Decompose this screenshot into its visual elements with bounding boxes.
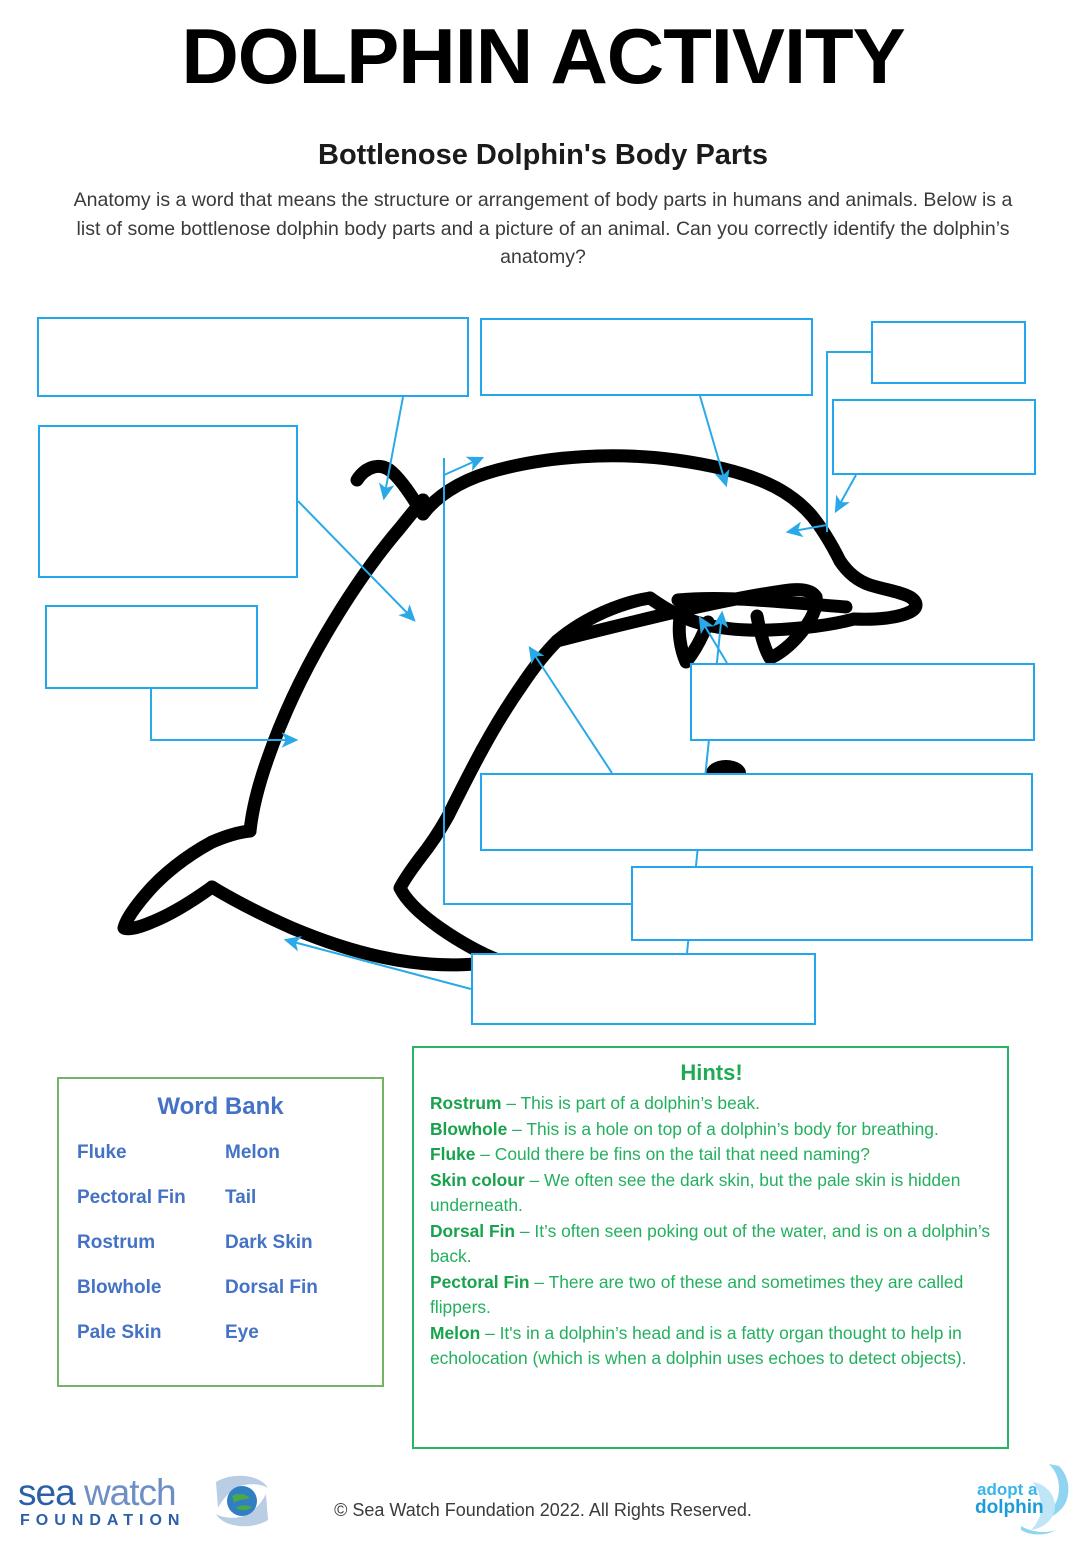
- answer-box-4[interactable]: [38, 425, 298, 578]
- hint-text: – Could there be fins on the tail that need naming?: [475, 1144, 870, 1164]
- hint-term: Melon: [430, 1322, 481, 1343]
- hint-text: – This is a hole on top of a dolphin’s body for breathing.: [507, 1118, 939, 1139]
- sea-watch-word-2: watch: [83, 1472, 176, 1513]
- connector-elbow-pale-skin: [151, 689, 260, 740]
- hint-term: Skin colour: [430, 1169, 525, 1190]
- hint-term: Blowhole: [430, 1118, 508, 1139]
- hint-item: [430, 1270, 993, 1321]
- page-title: DOLPHIN ACTIVITY: [181, 12, 905, 100]
- answer-box-6[interactable]: [45, 605, 258, 689]
- connector-melon: [836, 475, 856, 511]
- hint-term: Fluke: [430, 1144, 476, 1164]
- word-bank-list: [77, 1141, 369, 1345]
- intro-paragraph: Anatomy is a word that means the structure or arrangement of body parts in humans and animals. Below is a list of some bottlenose dolphin body parts and a picture of an animal. Can you correctly identify the dolphin’s anatomy?: [73, 189, 1013, 268]
- hint-text: – This is part of a dolphin’s beak.: [501, 1093, 760, 1113]
- word-bank-item[interactable]: Dark Skin: [225, 1232, 313, 1253]
- connector-dark-skin: [298, 501, 414, 620]
- word-bank-item[interactable]: Rostrum: [77, 1232, 156, 1253]
- hint-item: [430, 1117, 993, 1143]
- word-bank-item[interactable]: Dorsal Fin: [225, 1277, 318, 1298]
- word-bank-title: Word Bank: [157, 1093, 284, 1120]
- word-bank-item[interactable]: Fluke: [77, 1142, 127, 1163]
- hint-item: [430, 1091, 993, 1117]
- hint-item: [430, 1219, 993, 1270]
- adopt-line-2: dolphin: [975, 1497, 1044, 1518]
- sea-watch-foundation-word: FOUNDATION: [20, 1512, 186, 1529]
- hint-text: – There are two of these and sometimes they are called flippers.: [430, 1271, 964, 1317]
- answer-box-7[interactable]: [690, 663, 1035, 741]
- connector-pectoral-fin-far: [530, 648, 612, 773]
- hint-term: Rostrum: [430, 1093, 502, 1113]
- answer-box-5[interactable]: [832, 399, 1036, 475]
- answer-box-3[interactable]: [871, 321, 1026, 384]
- word-bank-item[interactable]: Pale Skin: [77, 1322, 162, 1343]
- hints-list: [430, 1091, 993, 1372]
- answer-box-8[interactable]: [480, 773, 1033, 851]
- hint-text: – It’s often seen poking out of the water, and is on a dolphin’s back.: [430, 1220, 991, 1266]
- dolphin-diagram: [0, 300, 1086, 1030]
- copyright-text: © Sea Watch Foundation 2022. All Rights Reserved.: [334, 1500, 752, 1520]
- hints-title: Hints!: [680, 1060, 743, 1085]
- hints-box: [412, 1046, 1009, 1449]
- hint-item: [430, 1168, 993, 1219]
- word-bank-item[interactable]: Melon: [225, 1142, 280, 1163]
- hint-term: Pectoral Fin: [430, 1271, 530, 1292]
- adopt-a-dolphin-logo: [975, 1462, 1075, 1536]
- adopt-line-1: adopt a: [977, 1480, 1038, 1499]
- answer-box-2[interactable]: [480, 318, 813, 396]
- hint-term: Dorsal Fin: [430, 1220, 516, 1241]
- word-bank-item[interactable]: Pectoral Fin: [77, 1187, 186, 1208]
- hint-text: – We often see the dark skin, but the pale skin is hidden underneath.: [430, 1169, 961, 1215]
- answer-box-9[interactable]: [631, 866, 1033, 941]
- sea-watch-word-1: sea: [18, 1472, 84, 1513]
- word-bank-item[interactable]: Eye: [225, 1322, 259, 1343]
- hint-item: [430, 1142, 993, 1168]
- word-bank: [57, 1077, 384, 1387]
- answer-box-1[interactable]: [37, 317, 469, 397]
- answer-box-10[interactable]: [471, 953, 816, 1025]
- hint-item: [430, 1321, 993, 1372]
- page-subtitle: Bottlenose Dolphin's Body Parts: [318, 139, 768, 171]
- word-bank-item[interactable]: Tail: [225, 1187, 257, 1208]
- word-bank-item[interactable]: Blowhole: [77, 1277, 162, 1298]
- hint-text: – It's in a dolphin’s head and is a fatty organ thought to help in echolocation (which is when a dolphin uses echoes to detect objects).: [430, 1322, 967, 1368]
